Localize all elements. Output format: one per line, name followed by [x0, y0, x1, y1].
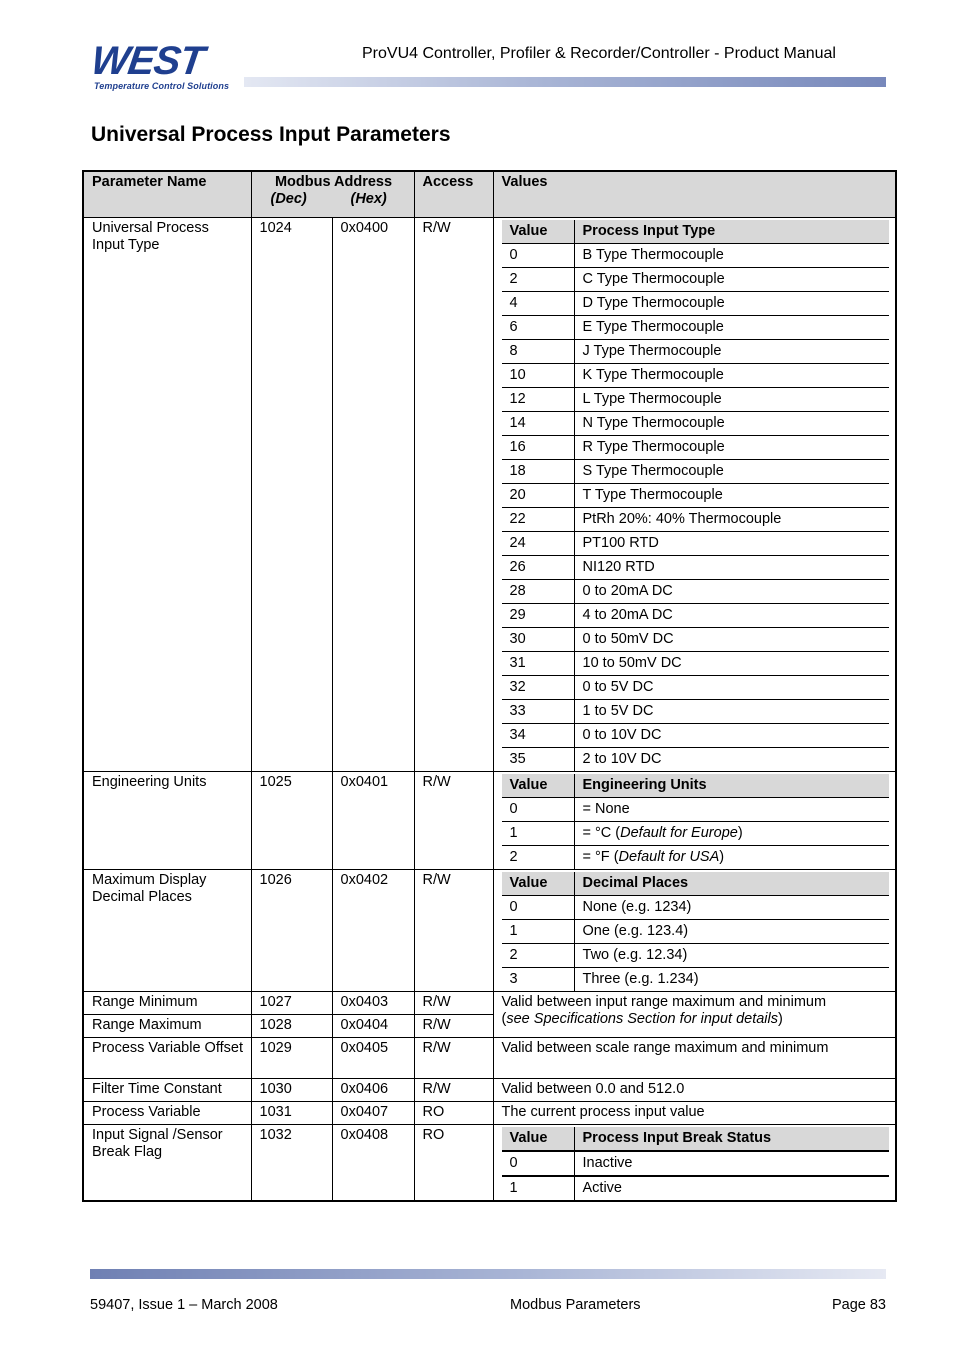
value-description: Valid between scale range maximum and minimum [493, 1038, 896, 1079]
values-subtable [502, 220, 890, 771]
value-row [502, 292, 890, 316]
value-code: 0 [502, 896, 575, 920]
value-code: 0 [502, 798, 575, 822]
table-row [83, 870, 896, 992]
access-mode: R/W [414, 218, 493, 772]
value-row [502, 508, 890, 532]
value-label: E Type Thermocouple [574, 316, 889, 340]
values-subheader-row [502, 774, 890, 798]
subheader-label: Decimal Places [574, 872, 889, 896]
value-code: 1 [502, 822, 575, 846]
units-prefix: = °F ( [582, 849, 619, 865]
value-row [502, 748, 890, 772]
modbus-dec: 1026 [251, 870, 332, 992]
modbus-hex: 0x0401 [332, 772, 414, 870]
value-label: D Type Thermocouple [574, 292, 889, 316]
value-row [502, 628, 890, 652]
table-row [83, 1079, 896, 1102]
range-note-open: ( [501, 1011, 507, 1027]
value-label: Inactive [574, 1151, 889, 1176]
value-code: 33 [502, 700, 575, 724]
value-row [502, 896, 890, 920]
parameter-name: Process Variable [83, 1102, 251, 1125]
values-subheader-row [502, 220, 890, 244]
values-subheader-row [502, 1127, 890, 1151]
modbus-dec: 1025 [251, 772, 332, 870]
header-modbus-address [251, 171, 414, 218]
footer-decorative-bar [90, 1269, 886, 1279]
value-label: 2 to 10V DC [582, 751, 662, 767]
value-row [502, 580, 890, 604]
header-dec: (Dec) [270, 191, 307, 207]
value-row [502, 822, 890, 846]
units-suffix: ) [719, 849, 725, 865]
value-code: 18 [502, 460, 575, 484]
value-row [502, 556, 890, 580]
value-label: One (e.g. 123.4) [574, 920, 889, 944]
units-prefix: = °C ( [582, 825, 621, 841]
value-row [502, 316, 890, 340]
value-label [574, 846, 889, 870]
subheader-value: Value [502, 872, 575, 896]
values-cell [493, 1125, 896, 1202]
value-code: 8 [502, 340, 575, 364]
value-code: 1 [502, 1176, 575, 1200]
table-header-row [83, 171, 896, 218]
table-row [83, 1038, 896, 1079]
value-code: 32 [502, 676, 575, 700]
parameter-name: Input Signal /Sensor Break Flag [83, 1125, 251, 1202]
value-label: Two (e.g. 12.34) [574, 944, 889, 968]
value-label: 1 to 5V DC [574, 700, 889, 724]
value-row [502, 700, 890, 724]
value-row [502, 920, 890, 944]
value-label: NI120 RTD [574, 556, 889, 580]
table-row [83, 218, 896, 772]
values-subheader-row [502, 872, 890, 896]
range-note-italic: see Specifications Section for input details [506, 1011, 778, 1027]
modbus-hex: 0x0407 [332, 1102, 414, 1125]
footer-page-number: Page 83 [831, 1297, 886, 1313]
table-row [83, 772, 896, 870]
access-mode: R/W [414, 1015, 493, 1038]
value-description: The current process input value [493, 1102, 896, 1125]
parameter-name: Process Variable Offset [83, 1038, 251, 1079]
parameter-name: Engineering Units [83, 772, 251, 870]
subheader-label: Process Input Break Status [574, 1127, 889, 1151]
value-code: 29 [502, 604, 575, 628]
modbus-hex: 0x0408 [332, 1125, 414, 1202]
modbus-hex: 0x0403 [332, 992, 414, 1015]
value-label: PT100 RTD [574, 532, 889, 556]
parameters-table [82, 170, 897, 1202]
values-subtable [502, 1127, 890, 1200]
modbus-dec: 1027 [251, 992, 332, 1015]
values-cell [493, 218, 896, 772]
value-row [502, 652, 890, 676]
value-row [502, 412, 890, 436]
value-label: R Type Thermocouple [574, 436, 889, 460]
value-label: = None [574, 798, 889, 822]
parameter-name: Filter Time Constant [83, 1079, 251, 1102]
subheader-value: Value [502, 220, 575, 244]
access-mode: RO [414, 1102, 493, 1125]
value-label: T Type Thermocouple [574, 484, 889, 508]
value-label: 0 to 20mA DC [574, 580, 889, 604]
value-row [502, 798, 890, 822]
value-code: 16 [502, 436, 575, 460]
value-label: PtRh 20%: 40% Thermocouple [574, 508, 889, 532]
values-subtable [502, 774, 890, 869]
modbus-dec: 1032 [251, 1125, 332, 1202]
footer-section: Modbus Parameters [510, 1297, 641, 1313]
modbus-dec: 1024 [251, 218, 332, 772]
modbus-dec: 1031 [251, 1102, 332, 1125]
header-parameter-name: Parameter Name [83, 171, 251, 218]
modbus-hex: 0x0406 [332, 1079, 414, 1102]
header-values: Values [493, 171, 896, 218]
logo-wordmark: WEST [88, 39, 207, 83]
value-label: J Type Thermocouple [574, 340, 889, 364]
subheader-label: Engineering Units [574, 774, 889, 798]
value-code: 20 [502, 484, 575, 508]
access-mode: R/W [414, 992, 493, 1015]
modbus-dec: 1029 [251, 1038, 332, 1079]
parameter-name: Range Minimum [83, 992, 251, 1015]
value-row [502, 364, 890, 388]
access-mode: R/W [414, 1079, 493, 1102]
modbus-dec: 1028 [251, 1015, 332, 1038]
value-row [502, 846, 890, 870]
value-code: 14 [502, 412, 575, 436]
value-code: 2 [502, 944, 575, 968]
header-decorative-bar [244, 77, 886, 87]
header-modbus-label: Modbus Address [274, 174, 393, 190]
modbus-hex: 0x0400 [332, 218, 414, 772]
value-label: B Type Thermocouple [574, 244, 889, 268]
value-code: 35 [502, 748, 575, 772]
value-row [502, 604, 890, 628]
value-code: 30 [502, 628, 575, 652]
value-code: 6 [502, 316, 575, 340]
value-label: K Type Thermocouple [574, 364, 889, 388]
value-row [502, 484, 890, 508]
value-code: 1 [502, 920, 575, 944]
modbus-hex: 0x0404 [332, 1015, 414, 1038]
value-label: 0 to 50mV DC [574, 628, 889, 652]
subheader-label: Process Input Type [574, 220, 889, 244]
parameter-name: Range Maximum [83, 1015, 251, 1038]
value-code: 10 [502, 364, 575, 388]
west-logo [88, 39, 246, 91]
values-subtable [502, 872, 890, 991]
manual-title: ProVU4 Controller, Profiler & Recorder/Controller - Product Manual [362, 45, 836, 62]
access-mode: R/W [414, 1038, 493, 1079]
values-cell [493, 870, 896, 992]
value-row [502, 968, 890, 992]
value-code: 4 [502, 292, 575, 316]
value-code: 0 [502, 244, 575, 268]
access-mode: R/W [414, 772, 493, 870]
modbus-hex: 0x0402 [332, 870, 414, 992]
header-access: Access [414, 171, 493, 218]
range-note-cell [493, 992, 896, 1038]
units-default-note: Default for Europe [620, 825, 738, 841]
table-row [83, 992, 896, 1015]
value-label [574, 822, 889, 846]
range-note-line1: Valid between input range maximum and minimum [501, 994, 827, 1010]
table-row [83, 1102, 896, 1125]
value-row [502, 388, 890, 412]
parameter-name: Maximum Display Decimal Places [83, 870, 251, 992]
value-row [502, 340, 890, 364]
subheader-value: Value [502, 774, 575, 798]
value-label: 0 to 10V DC [574, 724, 889, 748]
units-default-note: Default for USA [618, 849, 720, 865]
subheader-value: Value [502, 1127, 575, 1151]
value-description: Valid between 0.0 and 512.0 [493, 1079, 896, 1102]
value-row [502, 1151, 890, 1176]
value-label: S Type Thermocouple [574, 460, 889, 484]
access-mode: R/W [414, 870, 493, 992]
value-label: N Type Thermocouple [574, 412, 889, 436]
footer-doc-info: 59407, Issue 1 – March 2008 [90, 1297, 278, 1313]
value-code: 2 [502, 846, 575, 870]
value-row [502, 532, 890, 556]
value-code: 12 [502, 388, 575, 412]
value-row [502, 944, 890, 968]
value-row [502, 676, 890, 700]
value-row [502, 268, 890, 292]
value-code: 22 [502, 508, 575, 532]
value-label: L Type Thermocouple [574, 388, 889, 412]
values-cell [493, 772, 896, 870]
access-mode: RO [414, 1125, 493, 1202]
modbus-hex: 0x0405 [332, 1038, 414, 1079]
value-label: Active [582, 1180, 623, 1196]
value-row [502, 724, 890, 748]
value-row [502, 436, 890, 460]
range-note-close: ) [778, 1011, 783, 1027]
value-label: 0 to 5V DC [574, 676, 889, 700]
value-row [502, 460, 890, 484]
units-suffix: ) [737, 825, 743, 841]
value-code: 31 [502, 652, 575, 676]
table-row [83, 1125, 896, 1202]
value-label: 4 to 20mA DC [574, 604, 889, 628]
value-code: 24 [502, 532, 575, 556]
parameter-name: Universal Process Input Type [83, 218, 251, 772]
section-title: Universal Process Input Parameters [91, 123, 451, 146]
value-label: None (e.g. 1234) [574, 896, 889, 920]
value-code: 3 [502, 968, 575, 992]
value-label: C Type Thermocouple [574, 268, 889, 292]
value-code: 0 [502, 1151, 575, 1176]
value-row [502, 1176, 890, 1200]
value-label: Three (e.g. 1.234) [582, 971, 699, 987]
value-code: 28 [502, 580, 575, 604]
logo-tagline: Temperature Control Solutions [94, 81, 230, 91]
value-code: 34 [502, 724, 575, 748]
value-code: 26 [502, 556, 575, 580]
value-row [502, 244, 890, 268]
header-hex: (Hex) [350, 191, 387, 207]
value-label: 10 to 50mV DC [574, 652, 889, 676]
modbus-dec: 1030 [251, 1079, 332, 1102]
value-code: 2 [502, 268, 575, 292]
